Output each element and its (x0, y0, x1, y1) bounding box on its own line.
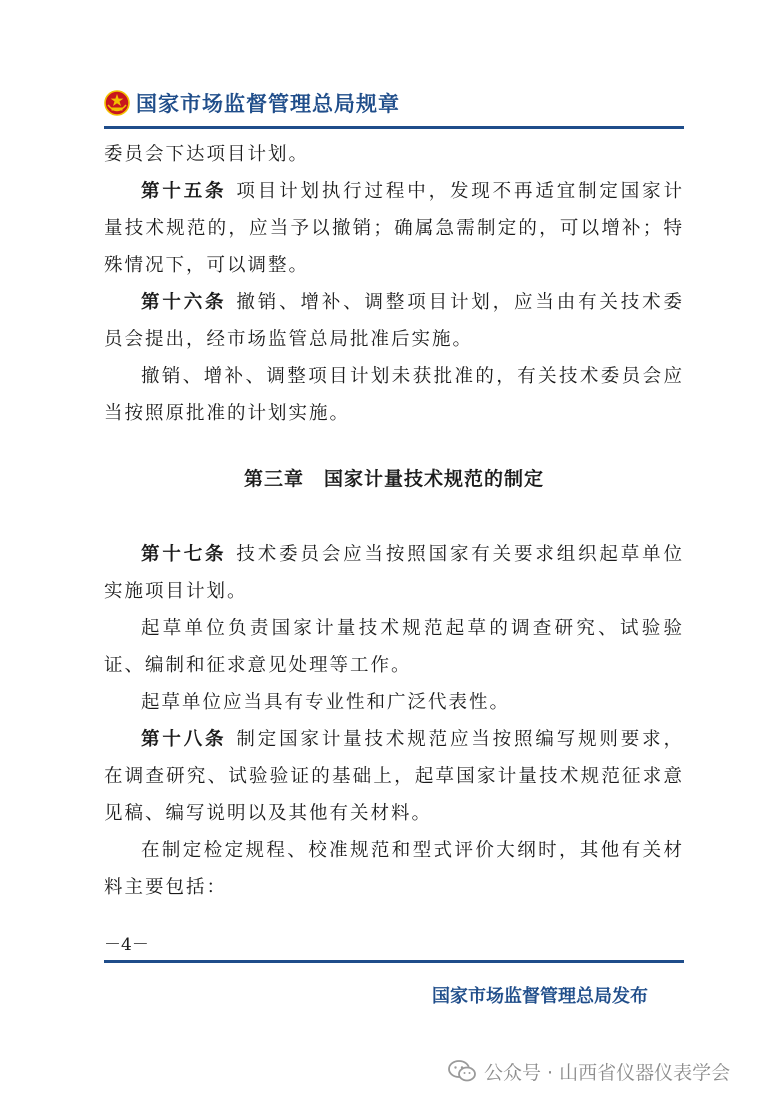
article-16 (104, 284, 684, 358)
chapter-heading (104, 464, 684, 491)
article-16-label: 第十六条 (141, 292, 227, 313)
article-17-label: 第十七条 (141, 544, 227, 565)
header-divider (104, 126, 684, 129)
national-emblem-icon (104, 90, 130, 116)
body-section-bottom (104, 536, 684, 906)
article-18 (104, 721, 684, 832)
footer-divider (104, 960, 684, 963)
article-16-text: 撤销、增补、调整项目计划，应当由有关技术委员会提出，经市场监管总局批准后实施。 (104, 292, 684, 350)
article-17-text: 技术委员会应当按照国家有关要求组织起草单位实施项目计划。 (104, 544, 684, 602)
article-16-paragraph-2: 撤销、增补、调整项目计划未获批准的，有关技术委员会应当按照原批准的计划实施。 (104, 366, 684, 424)
wechat-watermark (448, 1056, 730, 1086)
article-17-paragraph-2: 起草单位负责国家计量技术规范起草的调查研究、试验验证、编制和征求意见处理等工作。 (104, 618, 684, 676)
body-section-top (104, 136, 684, 432)
article-18-paragraph-2: 在制定检定规程、校准规范和型式评价大纲时，其他有关材料主要包括： (104, 840, 684, 898)
watermark-text: 公众号 · 山西省仪器仪表学会 (484, 1061, 731, 1084)
chapter-number: 第三章 (243, 468, 304, 490)
header-title: 国家市场监督管理总局规章 (136, 92, 400, 116)
page-number: －4－ (104, 935, 149, 955)
article-15-text: 项目计划执行过程中，发现不再适宜制定国家计量技术规范的，应当予以撤销；确属急需制定的，可以增补；特殊情况下，可以调整。 (104, 181, 684, 276)
article-15-label: 第十五条 (141, 181, 227, 202)
article-17 (104, 536, 684, 610)
article-18-text: 制定国家计量技术规范应当按照编写规则要求，在调查研究、试验验证的基础上，起草国家计量技术规范征求意见稿、编写说明以及其他有关材料。 (104, 729, 684, 824)
paragraph-continuation: 委员会下达项目计划。 (104, 144, 310, 165)
footer-publisher: 国家市场监督管理总局发布 (432, 986, 648, 1007)
article-17-paragraph-3: 起草单位应当具有专业性和广泛代表性。 (141, 692, 511, 713)
article-18-label: 第十八条 (141, 729, 227, 750)
article-15 (104, 173, 684, 284)
wechat-icon (448, 1059, 476, 1083)
chapter-title: 国家计量技术规范的制定 (324, 468, 545, 490)
page-header (104, 88, 684, 124)
